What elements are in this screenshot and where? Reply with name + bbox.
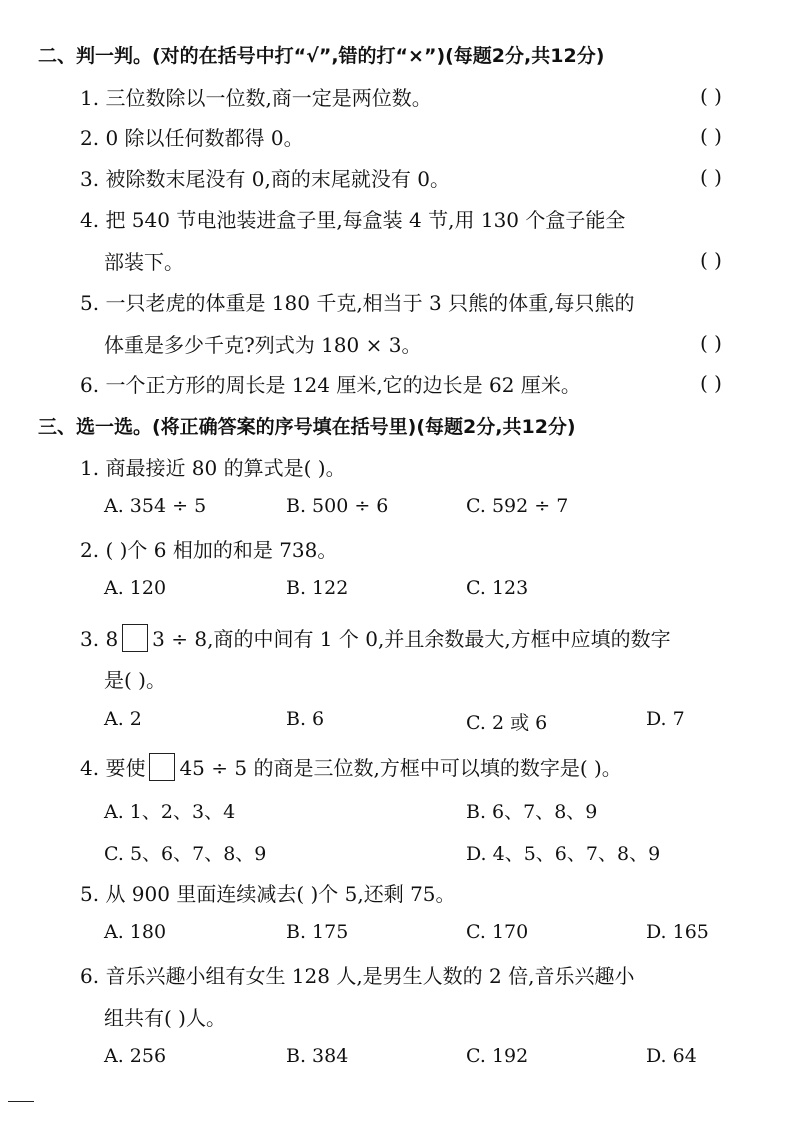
q4-option-b[interactable]: B. 6、7、8、9 — [466, 801, 598, 823]
q3-suffix: 3 ÷ 8,商的中间有 1 个 0,并且余数最大,方框中应填的数字 — [152, 627, 671, 651]
judge-item-6: 6. 一个正方形的周长是 124 厘米,它的边长是 62 厘米。 — [80, 373, 581, 397]
q6-option-c[interactable]: C. 192 — [466, 1045, 529, 1067]
choice-question-3-cont: 是( )。 — [104, 668, 166, 692]
choice-question-6: 6. 音乐兴趣小组有女生 128 人,是男生人数的 2 倍,音乐兴趣小 — [80, 964, 635, 988]
q6-option-b[interactable]: B. 384 — [286, 1045, 349, 1067]
choice-question-4 — [80, 753, 622, 782]
judge-item-5-cont: 体重是多少千克?列式为 180 × 3。 — [104, 333, 422, 357]
q1-option-b[interactable]: B. 500 ÷ 6 — [286, 495, 389, 517]
q3-prefix: 3. 8 — [80, 627, 119, 651]
q2-option-b[interactable]: B. 122 — [286, 577, 349, 599]
choice-question-6-cont: 组共有( )人。 — [104, 1006, 226, 1030]
judge-item-4: 4. 把 540 节电池装进盒子里,每盒装 4 节,用 130 个盒子能全 — [80, 208, 626, 232]
answer-paren-4[interactable]: ( ) — [700, 248, 722, 272]
section2-heading: 二、判一判。(对的在括号中打“√”,错的打“×”)(每题2分,共12分) — [38, 45, 605, 67]
q2-option-a[interactable]: A. 120 — [104, 577, 167, 599]
q4-option-c[interactable]: C. 5、6、7、8、9 — [104, 843, 267, 865]
q6-option-a[interactable]: A. 256 — [104, 1045, 167, 1067]
judge-item-5: 5. 一只老虎的体重是 180 千克,相当于 3 只熊的体重,每只熊的 — [80, 291, 635, 315]
choice-question-2: 2. ( )个 6 相加的和是 738。 — [80, 538, 338, 562]
answer-paren-3[interactable]: ( ) — [700, 165, 722, 189]
judge-item-4-cont: 部装下。 — [104, 250, 184, 274]
q4-suffix: 45 ÷ 5 的商是三位数,方框中可以填的数字是( )。 — [179, 756, 622, 780]
q4-option-a[interactable]: A. 1、2、3、4 — [104, 801, 236, 823]
choice-question-5: 5. 从 900 里面连续减去( )个 5,还剩 75。 — [80, 882, 456, 906]
page-corner-rule — [8, 1101, 34, 1102]
q1-option-a[interactable]: A. 354 ÷ 5 — [104, 495, 207, 517]
digit-box[interactable] — [149, 753, 175, 781]
digit-box[interactable] — [122, 624, 148, 652]
q5-option-a[interactable]: A. 180 — [104, 921, 167, 943]
section3-heading: 三、选一选。(将正确答案的序号填在括号里)(每题2分,共12分) — [38, 416, 576, 438]
q2-option-c[interactable]: C. 123 — [466, 577, 529, 599]
q3-option-b[interactable]: B. 6 — [286, 708, 325, 730]
choice-question-1: 1. 商最接近 80 的算式是( )。 — [80, 456, 346, 480]
q1-option-c[interactable]: C. 592 ÷ 7 — [466, 495, 569, 517]
answer-paren-6[interactable]: ( ) — [700, 371, 722, 395]
choice-question-3 — [80, 624, 671, 653]
q3-option-c[interactable]: C. 2 或 6 — [466, 712, 548, 734]
q4-prefix: 4. 要使 — [80, 756, 146, 780]
answer-paren-5[interactable]: ( ) — [700, 331, 722, 355]
answer-paren-1[interactable]: ( ) — [700, 84, 722, 108]
q5-option-d[interactable]: D. 165 — [646, 921, 709, 943]
q4-option-d[interactable]: D. 4、5、6、7、8、9 — [466, 843, 661, 865]
judge-item-1: 1. 三位数除以一位数,商一定是两位数。 — [80, 86, 432, 110]
answer-paren-2[interactable]: ( ) — [700, 124, 722, 148]
q6-option-d[interactable]: D. 64 — [646, 1045, 697, 1067]
q3-option-a[interactable]: A. 2 — [104, 708, 142, 730]
q5-option-b[interactable]: B. 175 — [286, 921, 349, 943]
judge-item-2: 2. 0 除以任何数都得 0。 — [80, 126, 304, 150]
judge-item-3: 3. 被除数末尾没有 0,商的末尾就没有 0。 — [80, 167, 450, 191]
q3-option-d[interactable]: D. 7 — [646, 708, 685, 730]
q5-option-c[interactable]: C. 170 — [466, 921, 529, 943]
